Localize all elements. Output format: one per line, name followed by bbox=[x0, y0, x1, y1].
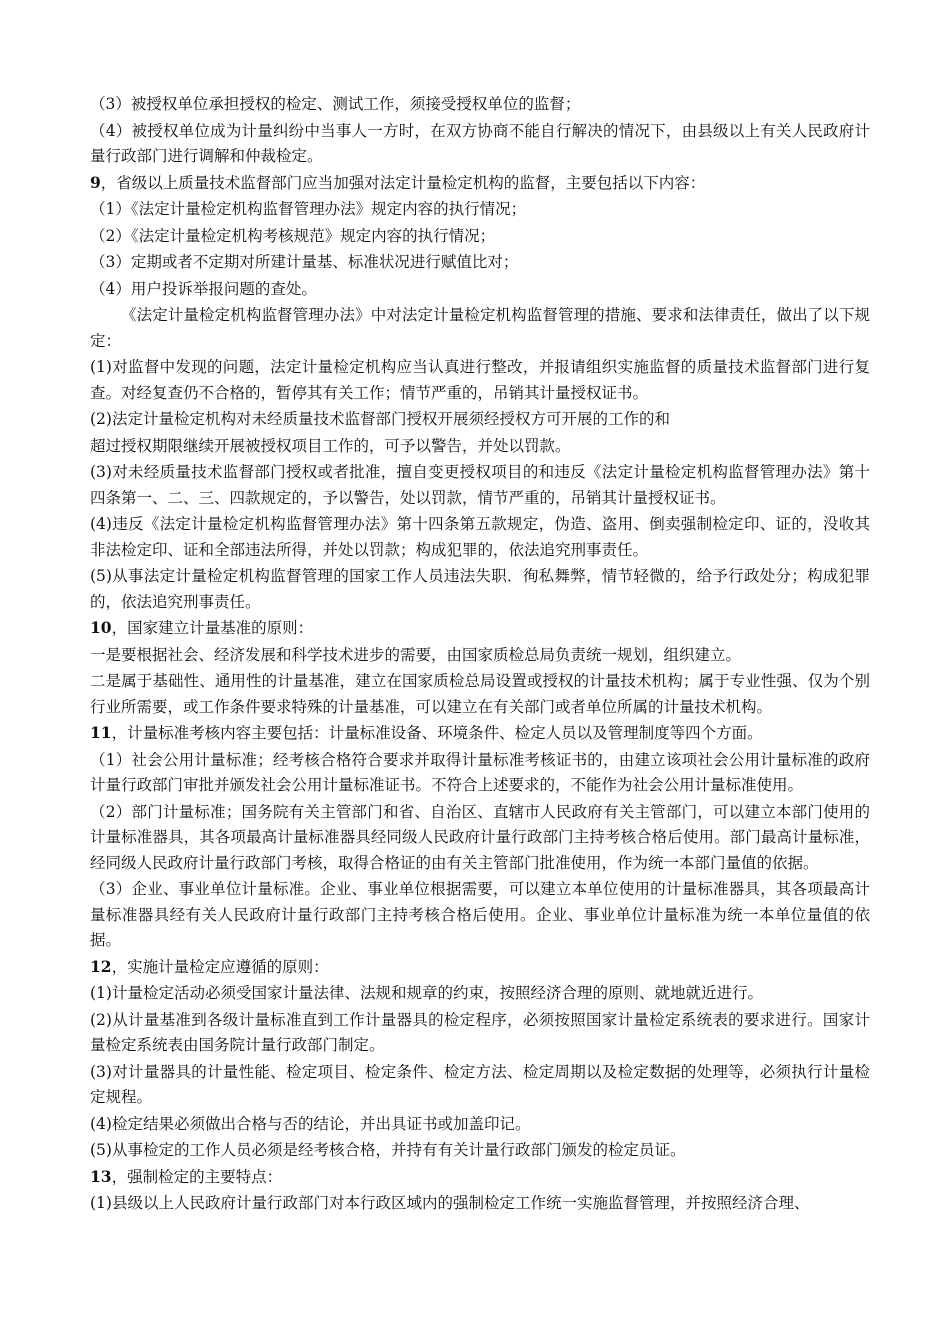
document-page bbox=[90, 91, 870, 1217]
list-item bbox=[90, 406, 870, 433]
list-item bbox=[90, 118, 870, 170]
item-text: (3)对计量器具的计量性能、检定项目、检定条件、检定方法、检定周期以及检定数据的处理等，必须执行计量检定规程。 bbox=[90, 1062, 870, 1106]
list-item bbox=[90, 459, 870, 511]
list-item bbox=[90, 249, 870, 276]
section-number: 13 bbox=[90, 1166, 112, 1186]
list-item bbox=[90, 1190, 870, 1217]
item-text: （2）《法定计量检定机构考核规范》规定内容的执行情况； bbox=[90, 226, 496, 245]
item-text: (1)计量检定活动必须受国家计量法律、法规和规章的约束，按照经济合理的原则、就地就近进行。 bbox=[90, 984, 763, 1002]
list-item bbox=[90, 1059, 870, 1111]
item-text: （4）被授权单位成为计量纠纷中当事人一方时，在双方协商不能自行解决的情况下，由县级以上有关人民政府计量行政部门进行调解和仲裁检定。 bbox=[90, 121, 870, 165]
section-number: 12 bbox=[90, 956, 112, 976]
list-item-continuation bbox=[90, 433, 870, 460]
item-text: （4）用户投诉举报问题的查处。 bbox=[90, 279, 317, 298]
item-text: (5)从事检定的工作人员必须是经考核合格，并持有有关计量行政部门颁发的检定员证。 bbox=[90, 1141, 686, 1159]
item-text: （2）部门计量标准；国务院有关主管部门和省、自治区、直辖市人民政府有关主管部门，可以建立本部门使用的计量标准器具，其各项最高计量标准器具经同级人民政府计量行政部门主持考核合格后使用。部门最高计量标准，经同级人民政府计量行政部门考核，取得合格证的由有关主管部门批准使用，作为统一本部门量值的依据。 bbox=[90, 802, 870, 872]
item-text: （1）社会公用计量标准；经考核合格符合要求并取得计量标准考核证书的，由建立该项社会公用计量标准的政府计量行政部门审批并颁发社会公用计量标准证书。不符合上述要求的，不能作为社会公用计量标准使用。 bbox=[90, 750, 870, 794]
item-text: 二是属于基础性、通用性的计量基准，建立在国家质检总局设置或授权的计量技术机构；属于专业性强、仅为个别行业所需要，或工作条件要求特殊的计量基准，可以建立在有关部门或者单位所属的计量技术机构。 bbox=[90, 672, 870, 716]
item-text: (1)对监督中发现的问题，法定计量检定机构应当认真进行整改，并报请组织实施监督的质量技术监督部门进行复查。对经复查仍不合格的，暂停其有关工作；情节严重的，吊销其计量授权证书。 bbox=[90, 358, 870, 402]
list-item bbox=[90, 799, 870, 877]
list-item bbox=[90, 668, 870, 720]
list-item bbox=[90, 747, 870, 799]
item-text: (3)对未经质量技术监督部门授权或者批准，擅自变更授权项目的和违反《法定计量检定机构监督管理办法》第十四条第一、二、三、四款规定的，予以警告，处以罚款，情节严重的，吊销其计量授权证书。 bbox=[90, 463, 870, 507]
list-item bbox=[90, 276, 870, 303]
list-item bbox=[90, 980, 870, 1007]
list-item bbox=[90, 876, 870, 954]
section-text: ，强制检定的主要特点： bbox=[111, 1167, 283, 1186]
section-heading bbox=[90, 615, 870, 642]
section-number: 11 bbox=[90, 723, 112, 742]
section-text: ，实施计量检定应遵循的原则： bbox=[111, 957, 329, 976]
list-item bbox=[90, 1137, 870, 1164]
item-text: （3）定期或者不定期对所建计量基、标准状况进行赋值比对； bbox=[90, 253, 519, 271]
section-heading bbox=[90, 954, 870, 981]
list-item bbox=[90, 223, 870, 250]
list-item bbox=[90, 563, 870, 615]
section-text: ，国家建立计量基准的原则： bbox=[111, 619, 314, 637]
section-text: ，计量标准考核内容主要包括：计量标准设备、环境条件、检定人员以及管理制度等四个方面。 bbox=[111, 724, 763, 742]
item-text: (2)从计量基准到各级计量标准直到工作计量器具的检定程序，必须按照国家计量检定系统表的要求进行。国家计量检定系统表由国务院计量行政部门制定。 bbox=[90, 1010, 870, 1054]
list-item bbox=[90, 511, 870, 563]
list-item bbox=[90, 354, 870, 406]
item-text: 一是要根据社会、经济发展和科学技术进步的需要，由国家质检总局负责统一规划，组织建立。 bbox=[90, 645, 742, 664]
item-text: (4)违反《法定计量检定机构监督管理办法》第十四条第五款规定，伪造、盗用、倒卖强制检定印、证的，没收其非法检定印、证和全部违法所得，并处以罚款；构成犯罪的，依法追究刑事责任。 bbox=[90, 515, 870, 559]
section-number: 10 bbox=[90, 618, 112, 637]
item-text: （3）被授权单位承担授权的检定、测试工作，须接受授权单位的监督； bbox=[90, 95, 581, 113]
list-item bbox=[90, 91, 870, 118]
list-item bbox=[90, 1007, 870, 1059]
list-item bbox=[90, 1111, 870, 1138]
paragraph-text: 《法定计量检定机构监督管理办法》中对法定计量检定机构监督管理的措施、要求和法律责任，做出了以下规定： bbox=[90, 306, 870, 350]
item-text: （1）《法定计量检定机构监督管理办法》规定内容的执行情况； bbox=[90, 200, 527, 218]
section-heading bbox=[90, 1164, 870, 1191]
item-text: (1)县级以上人民政府计量行政部门对本行政区域内的强制检定工作统一实施监督管理，并按照经济合理、 bbox=[90, 1194, 810, 1212]
paragraph bbox=[90, 302, 870, 354]
section-heading bbox=[90, 720, 870, 747]
item-text: 超过授权期限继续开展被授权项目工作的，可予以警告，并处以罚款。 bbox=[90, 436, 571, 455]
section-number: 9 bbox=[90, 172, 101, 192]
item-text: (5)从事法定计量检定机构监督管理的国家工作人员违法失职．徇私舞弊，情节轻微的，给予行政处分；构成犯罪的，依法追究刑事责任。 bbox=[90, 567, 870, 611]
list-item bbox=[90, 196, 870, 223]
item-text: (2)法定计量检定机构对未经质量技术监督部门授权开展须经授权方可开展的工作的和 bbox=[90, 410, 670, 428]
section-text: ，省级以上质量技术监督部门应当加强对法定计量检定机构的监督，主要包括以下内容： bbox=[100, 173, 706, 192]
item-text: (4)检定结果必须做出合格与否的结论，并出具证书或加盖印记。 bbox=[90, 1114, 531, 1133]
list-item bbox=[90, 642, 870, 669]
item-text: （3）企业、事业单位计量标准。企业、事业单位根据需要，可以建立本单位使用的计量标准器具，其各项最高计量标准器具经有关人民政府计量行政部门主持考核合格后使用。企业、事业单位计量标准为统一本单位量值的依据。 bbox=[90, 880, 870, 949]
section-heading bbox=[90, 170, 870, 197]
